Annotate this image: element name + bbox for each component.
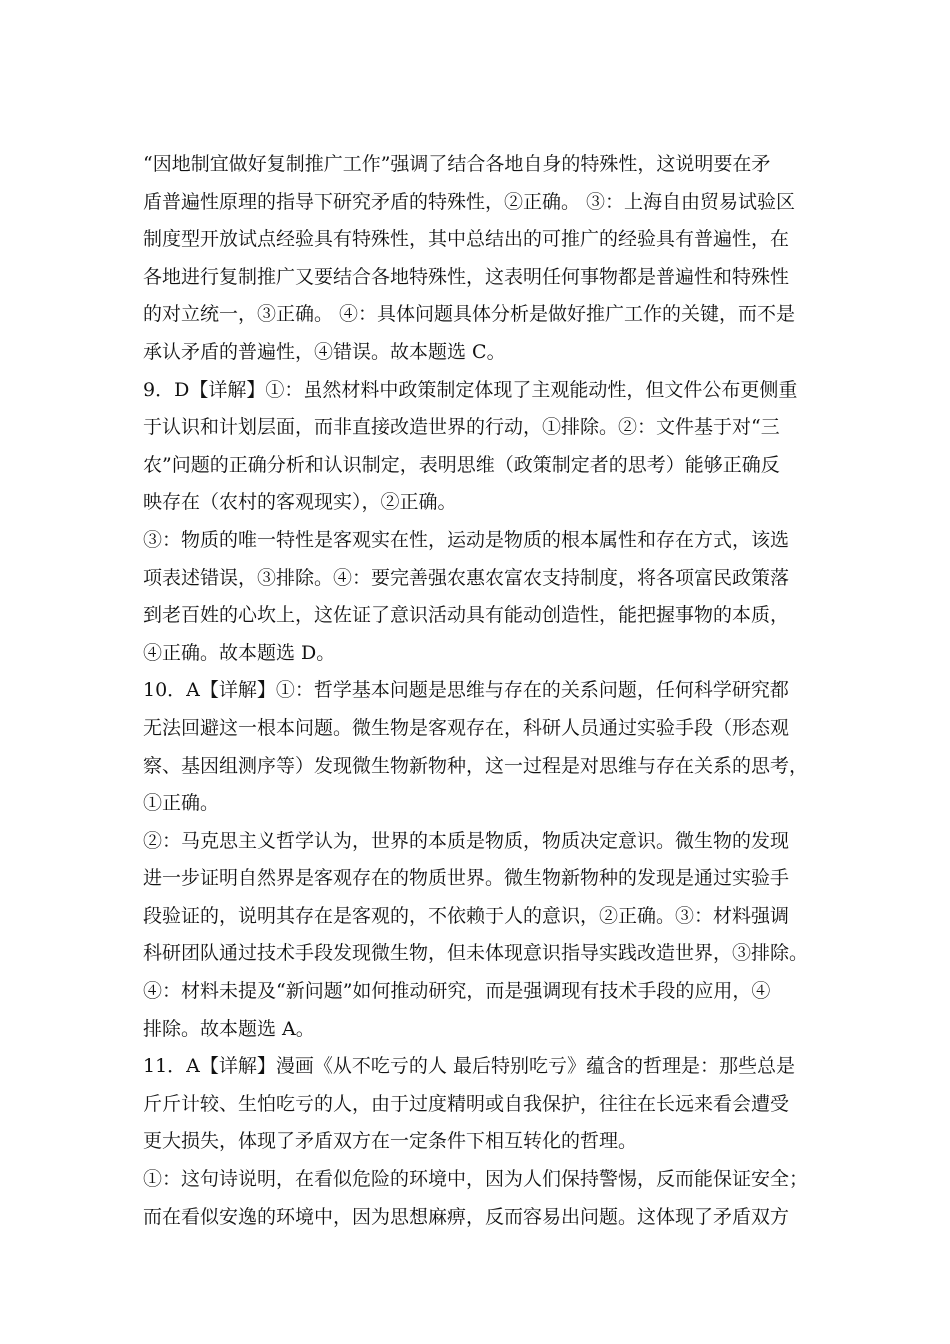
text-line: 盾普遍性原理的指导下研究矛盾的特殊性，②正确。 ③：上海自由贸易试验区: [143, 190, 796, 213]
text-line: ①正确。: [143, 792, 220, 815]
text-line: ③：物质的唯一特性是客观实在性，运动是物质的根本属性和存在方式，该选: [143, 528, 790, 551]
question-10-line: 10．A【详解】①：哲学基本问题是思维与存在的关系问题，任何科学研究都: [143, 679, 789, 702]
question-9-line: 9．D【详解】①：虽然材料中政策制定体现了主观能动性，但文件公布更侧重: [143, 378, 798, 401]
text-line: “因地制宜做好复制推广工作”强调了结合各地自身的特殊性，这说明要在矛: [143, 153, 771, 175]
text-line: ④：材料未提及“新问题”如何推动研究，而是强调现有技术手段的应用，④: [143, 980, 771, 1003]
text-line: 更大损失，体现了矛盾双方在一定条件下相互转化的哲理。: [143, 1130, 638, 1153]
text-line: 项表述错误，③排除。④：要完善强农惠农富农支持制度，将各项富民政策落: [143, 566, 790, 589]
text-line: 承认矛盾的普遍性，④错误。故本题选 C。: [143, 340, 506, 363]
text-line: 制度型开放试点经验具有特殊性，其中总结出的可推广的经验具有普遍性，在: [143, 228, 790, 251]
text-line: 察、基因组测序等）发现微生物新物种，这一过程是对思维与存在关系的思考，: [143, 754, 809, 777]
text-line: 斤斤计较、生怕吃亏的人，由于过度精明或自我保护，往往在长远来看会遭受: [143, 1092, 790, 1115]
text-line: 映存在（农村的客观现实），②正确。: [143, 491, 457, 514]
text-line: 的对立统一，③正确。 ④：具体问题具体分析是做好推广工作的关键，而不是: [143, 303, 796, 326]
text-line: 科研团队通过技术手段发现微生物，但未体现意识指导实践改造世界，③排除。: [143, 942, 809, 965]
question-11-line: 11．A【详解】漫画《从不吃亏的人 最后特别吃亏》蕴含的哲理是：那些总是: [143, 1055, 795, 1078]
text-line: 各地进行复制推广又要结合各地特殊性，这表明任何事物都是普遍性和特殊性: [143, 265, 790, 288]
text-line: 进一步证明自然界是客观存在的物质世界。微生物新物种的发现是通过实验手: [143, 867, 790, 890]
text-line: 到老百姓的心坎上，这佐证了意识活动具有能动创造性，能把握事物的本质，: [143, 604, 790, 627]
text-line: 而在看似安逸的环境中，因为思想麻痹，反而容易出问题。这体现了矛盾双方: [143, 1205, 790, 1228]
text-line: 农”问题的正确分析和认识制定，表明思维（政策制定者的思考）能够正确反: [143, 453, 780, 476]
text-line: 于认识和计划层面，而非直接改造世界的行动，①排除。②：文件基于对“三: [143, 416, 780, 439]
text-line: ②：马克思主义哲学认为，世界的本质是物质，物质决定意识。微生物的发现: [143, 829, 790, 852]
text-line: 排除。故本题选 A。: [143, 1017, 315, 1040]
text-line: ①：这句诗说明，在看似危险的环境中，因为人们保持警惕，反而能保证安全；: [143, 1168, 809, 1191]
text-line: 无法回避这一根本问题。微生物是客观存在，科研人员通过实验手段（形态观: [143, 716, 790, 739]
answer-explanation-text: [143, 146, 811, 1236]
text-line: 段验证的，说明其存在是客观的，不依赖于人的意识，②正确。③：材料强调: [143, 904, 790, 927]
text-line: ④正确。故本题选 D。: [143, 641, 336, 664]
